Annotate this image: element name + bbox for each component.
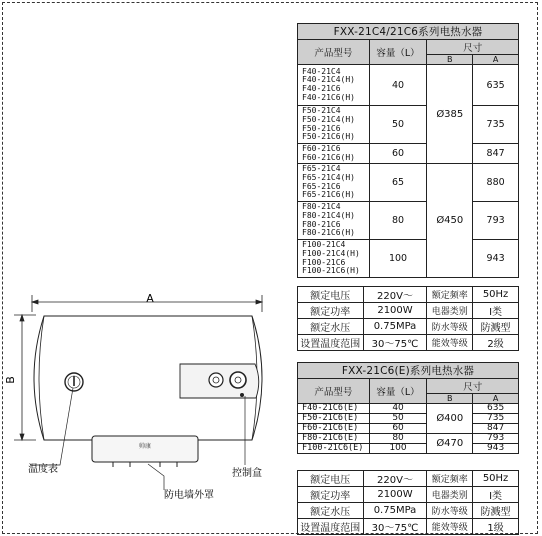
- model-name: F60-21C6: [302, 143, 341, 153]
- param-value: 0.75MPa: [363, 503, 427, 519]
- capacity-cell: 40: [369, 65, 427, 106]
- model-cell: F80-21C6(E): [298, 434, 370, 444]
- size-a-cell: 943: [473, 240, 519, 278]
- param-label: 额定频率: [427, 471, 473, 487]
- header-capacity: 容量（L）: [369, 40, 427, 65]
- capacity-cell: 50: [369, 106, 427, 144]
- param-value: 2100W: [363, 487, 427, 503]
- param-row: [298, 287, 519, 303]
- table-row: [298, 444, 519, 454]
- param-row: [298, 503, 519, 519]
- table-row: [298, 424, 519, 434]
- diameter-b-cell: Ø400: [427, 404, 473, 434]
- thermometer: [65, 373, 83, 391]
- param-label: 额定频率: [427, 287, 473, 303]
- param-value: 2级: [473, 335, 519, 351]
- param-row: [298, 335, 519, 351]
- table-row: [298, 106, 519, 144]
- model-cell: [298, 164, 370, 202]
- model-name: F80-21C6(H): [302, 228, 355, 238]
- model-name: F100-21C6: [302, 257, 346, 267]
- model-name: F65-21C6: [302, 181, 341, 191]
- param-value: 30～75℃: [363, 335, 427, 351]
- parameters-table-2: [297, 470, 519, 535]
- model-name: F100-21C4(H): [302, 248, 360, 258]
- param-label: 额定电压: [298, 471, 364, 487]
- param-row: [298, 519, 519, 535]
- header-a: A: [473, 394, 519, 404]
- model-cell: [298, 202, 370, 240]
- param-value: 50Hz: [473, 287, 519, 303]
- shield-cover-label: 防电墙外罩: [164, 490, 214, 501]
- dimension-a-label: A: [146, 292, 154, 305]
- param-value: 2100W: [363, 303, 427, 319]
- model-name: F40-21C6: [302, 84, 341, 93]
- param-label: 额定水压: [298, 319, 364, 335]
- model-name: F100-21C6(H): [302, 266, 360, 276]
- model-name: F80-21C4: [302, 202, 341, 212]
- logo-text: 帅康: [138, 443, 152, 450]
- model-name: F50-21C6(H): [302, 132, 355, 142]
- param-row: [298, 303, 519, 319]
- param-label: 能效等级: [427, 335, 473, 351]
- table-title: FXX-21C6(E)系列电热水器: [298, 363, 519, 379]
- dimension-b-label: B: [4, 376, 17, 384]
- model-name: F40-21C4: [302, 66, 341, 76]
- model-name: F60-21C6(H): [302, 152, 355, 162]
- dimension-b: [14, 315, 36, 440]
- model-name: F50-21C6: [302, 123, 341, 133]
- capacity-cell: 100: [369, 444, 427, 454]
- spec-table-21c4-21c6: [297, 23, 519, 278]
- water-heater-drawing: [0, 280, 290, 520]
- header-b: B: [427, 394, 473, 404]
- model-name: F100-21C4: [302, 240, 346, 250]
- table-row: [298, 414, 519, 424]
- model-cell: F100-21C6(E): [298, 444, 370, 454]
- capacity-cell: 65: [369, 164, 427, 202]
- model-cell: [298, 240, 370, 278]
- control-box-label: 控制盒: [232, 468, 262, 479]
- size-a-cell: 635: [473, 404, 519, 414]
- param-value: 防溅型: [473, 503, 519, 519]
- param-value: 220V～: [363, 287, 427, 303]
- table-row: [298, 240, 519, 278]
- model-name: F80-21C6: [302, 219, 341, 229]
- parameters-table-1: [297, 286, 519, 351]
- header-b: B: [427, 55, 473, 65]
- param-value: 0.75MPa: [363, 319, 427, 335]
- header-size: 尺寸: [427, 40, 519, 55]
- size-a-cell: 735: [473, 106, 519, 144]
- model-cell: [298, 65, 370, 106]
- param-label: 电器类别: [427, 303, 473, 319]
- model-name: F80-21C4(H): [302, 210, 355, 220]
- model-name: F65-21C6(H): [302, 190, 355, 200]
- size-a-cell: 635: [473, 65, 519, 106]
- param-value: 50Hz: [473, 471, 519, 487]
- size-a-cell: 943: [473, 444, 519, 454]
- param-label: 设置温度范围: [298, 519, 364, 535]
- table-row: [298, 434, 519, 444]
- capacity-cell: 50: [369, 414, 427, 424]
- param-row: [298, 471, 519, 487]
- model-cell: F60-21C6(E): [298, 424, 370, 434]
- param-value: 220V～: [363, 471, 427, 487]
- table-title: FXX-21C4/21C6系列电热水器: [298, 24, 519, 40]
- param-label: 电器类别: [427, 487, 473, 503]
- param-label: 设置温度范围: [298, 335, 364, 351]
- capacity-cell: 60: [369, 424, 427, 434]
- control-box: [180, 364, 259, 398]
- model-name: F65-21C4(H): [302, 172, 355, 182]
- anti-electric-wall-cover: [92, 436, 198, 467]
- model-cell: [298, 144, 370, 164]
- param-label: 防水等级: [427, 319, 473, 335]
- param-value: 30～75℃: [363, 519, 427, 535]
- param-label: 额定功率: [298, 487, 364, 503]
- header-size: 尺寸: [427, 379, 519, 394]
- param-label: 额定电压: [298, 287, 364, 303]
- capacity-cell: 80: [369, 202, 427, 240]
- header-model: 产品型号: [298, 379, 370, 404]
- size-a-cell: 793: [473, 202, 519, 240]
- model-name: F50-21C4(H): [302, 114, 355, 124]
- param-value: I类: [473, 487, 519, 503]
- model-cell: F40-21C6(E): [298, 404, 370, 414]
- capacity-cell: 100: [369, 240, 427, 278]
- param-value: 1级: [473, 519, 519, 535]
- model-name: F50-21C4: [302, 106, 341, 116]
- model-cell: [298, 106, 370, 144]
- size-a-cell: 793: [473, 434, 519, 444]
- capacity-cell: 60: [369, 144, 427, 164]
- model-name: F40-21C6(H): [302, 92, 355, 102]
- diameter-b-cell: Ø470: [427, 434, 473, 454]
- size-a-cell: 880: [473, 164, 519, 202]
- header-a: A: [473, 55, 519, 65]
- size-a-cell: 847: [473, 424, 519, 434]
- size-a-cell: 735: [473, 414, 519, 424]
- table-row: [298, 202, 519, 240]
- thermometer-label: 温度表: [28, 464, 58, 475]
- param-label: 额定功率: [298, 303, 364, 319]
- header-capacity: 容量（L）: [369, 379, 427, 404]
- param-value: I类: [473, 303, 519, 319]
- param-label: 能效等级: [427, 519, 473, 535]
- param-value: 防溅型: [473, 319, 519, 335]
- capacity-cell: 40: [369, 404, 427, 414]
- table-row: [298, 404, 519, 414]
- model-cell: F50-21C6(E): [298, 414, 370, 424]
- size-a-cell: 847: [473, 144, 519, 164]
- diameter-b-cell: Ø385: [427, 65, 473, 164]
- diameter-b-cell: Ø450: [427, 164, 473, 278]
- table-row: [298, 164, 519, 202]
- table-row: [298, 144, 519, 164]
- param-label: 防水等级: [427, 503, 473, 519]
- capacity-cell: 80: [369, 434, 427, 444]
- model-name: F40-21C4(H): [302, 75, 355, 85]
- header-model: 产品型号: [298, 40, 370, 65]
- param-row: [298, 319, 519, 335]
- model-name: F65-21C4: [302, 164, 341, 174]
- table-row: [298, 65, 519, 106]
- spec-table-21c6e: [297, 362, 519, 454]
- param-row: [298, 487, 519, 503]
- param-label: 额定水压: [298, 503, 364, 519]
